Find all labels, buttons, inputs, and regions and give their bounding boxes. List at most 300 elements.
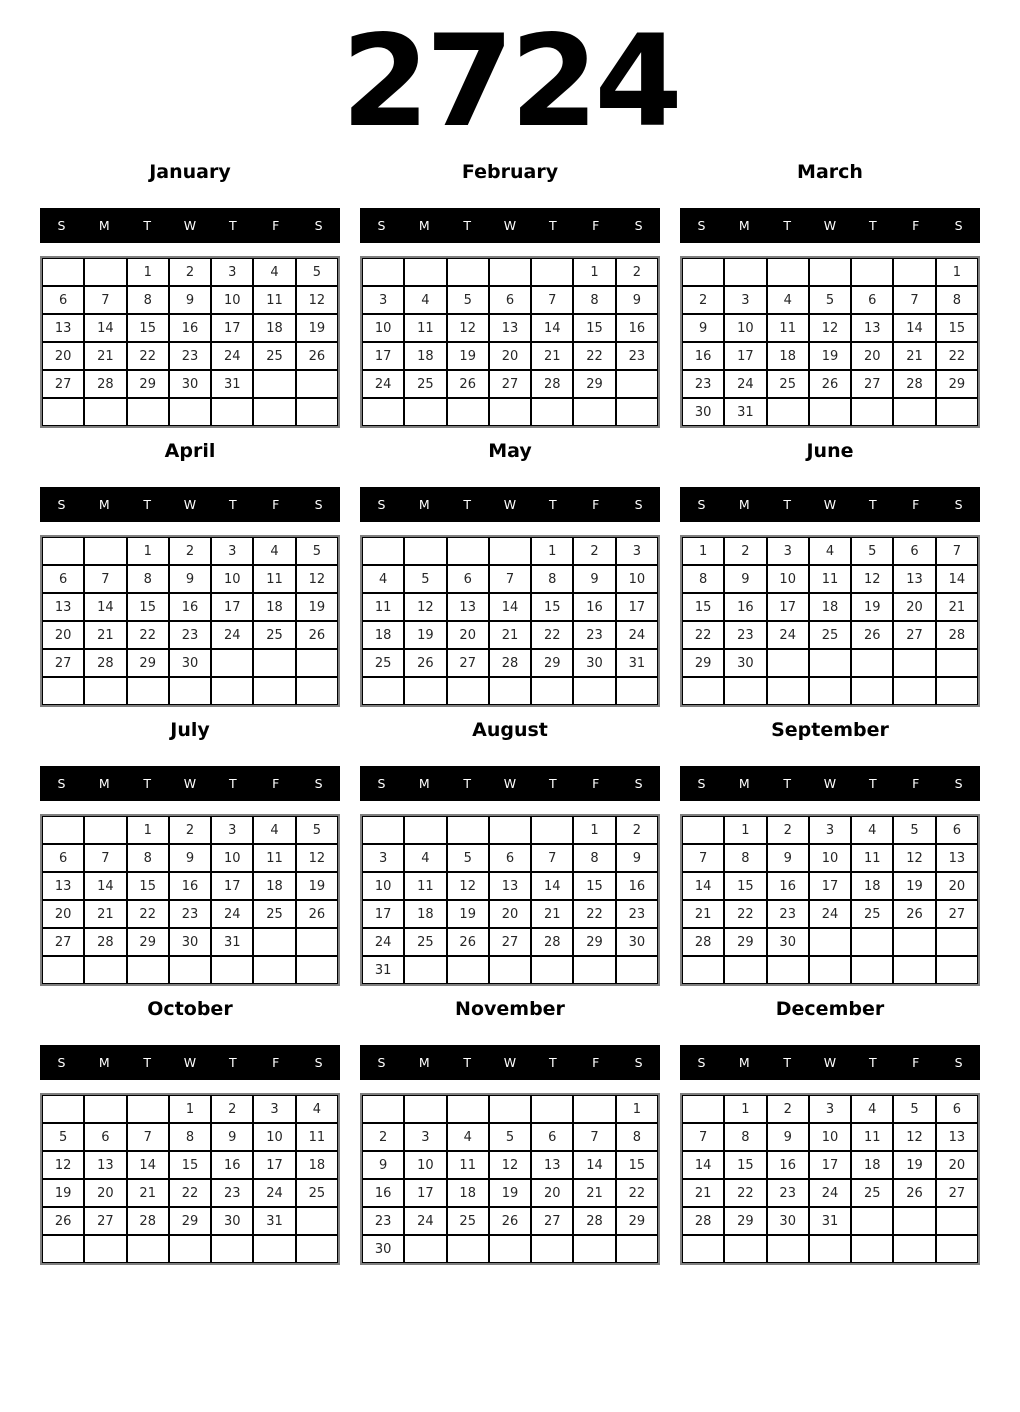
day-cell-empty [404, 1095, 446, 1123]
month-block-may [360, 442, 660, 707]
day-cell: 14 [489, 593, 531, 621]
day-cell-empty [447, 258, 489, 286]
day-cell-empty [84, 258, 126, 286]
weekday-header-cell: T [549, 497, 557, 512]
day-cell: 8 [936, 286, 978, 314]
weekday-header-cell: S [314, 218, 323, 233]
day-cell: 24 [809, 1179, 851, 1207]
day-cell: 17 [616, 593, 658, 621]
weekday-header-row [680, 766, 980, 801]
day-cell: 28 [489, 649, 531, 677]
month-title: October [147, 998, 233, 1020]
day-cell: 23 [169, 621, 211, 649]
day-cell: 29 [724, 1207, 766, 1235]
day-cell: 19 [489, 1179, 531, 1207]
day-cell: 12 [447, 872, 489, 900]
day-cell: 30 [211, 1207, 253, 1235]
day-cell: 13 [42, 872, 84, 900]
weekday-header-cell: F [912, 776, 920, 791]
day-cell: 4 [296, 1095, 338, 1123]
weekday-header-cell: T [229, 497, 237, 512]
day-cell: 18 [851, 1151, 893, 1179]
day-cell-empty [253, 928, 295, 956]
day-cell: 6 [42, 286, 84, 314]
day-cell: 13 [447, 593, 489, 621]
month-title: June [806, 440, 854, 462]
day-cell: 3 [211, 258, 253, 286]
day-cell: 9 [169, 844, 211, 872]
day-cell: 4 [767, 286, 809, 314]
day-cell-empty [84, 398, 126, 426]
weekday-header-cell: S [634, 1055, 643, 1070]
day-cell: 26 [893, 900, 935, 928]
day-cell-empty [809, 928, 851, 956]
day-cell: 8 [724, 844, 766, 872]
day-cell: 5 [296, 816, 338, 844]
day-cell: 20 [447, 621, 489, 649]
weekday-header-cell: M [98, 776, 110, 791]
day-cell-empty [531, 677, 573, 705]
day-cell-empty [767, 1235, 809, 1263]
day-cell-empty [127, 956, 169, 984]
month-title: July [170, 719, 210, 741]
day-cell: 31 [616, 649, 658, 677]
day-cell-empty [936, 649, 978, 677]
day-cell: 7 [936, 537, 978, 565]
day-cell-empty [893, 1207, 935, 1235]
day-cell-empty [362, 1095, 404, 1123]
day-cell: 22 [169, 1179, 211, 1207]
day-cell: 4 [404, 844, 446, 872]
day-cell: 29 [573, 928, 615, 956]
day-cell-empty [489, 816, 531, 844]
day-cell: 16 [767, 1151, 809, 1179]
day-cell: 9 [616, 844, 658, 872]
day-cell: 15 [127, 593, 169, 621]
day-cell: 26 [447, 928, 489, 956]
day-cell: 4 [809, 537, 851, 565]
day-cell: 29 [127, 649, 169, 677]
day-cell-empty [169, 1235, 211, 1263]
day-cell: 28 [127, 1207, 169, 1235]
day-cell: 22 [573, 900, 615, 928]
day-cell: 14 [531, 314, 573, 342]
day-cell-empty [296, 1207, 338, 1235]
day-cell: 29 [169, 1207, 211, 1235]
weekday-header-cell: T [549, 776, 557, 791]
day-cell-empty [809, 956, 851, 984]
day-cell: 30 [169, 649, 211, 677]
day-cell: 21 [531, 900, 573, 928]
day-cell: 19 [893, 1151, 935, 1179]
day-cell-empty [447, 1235, 489, 1263]
day-cell: 12 [296, 565, 338, 593]
weekday-header-cell: F [912, 218, 920, 233]
day-cell-empty [809, 649, 851, 677]
day-cell: 5 [447, 844, 489, 872]
day-cell: 21 [893, 342, 935, 370]
weekday-header-cell: T [869, 218, 877, 233]
day-cell: 11 [404, 872, 446, 900]
day-cell: 18 [253, 872, 295, 900]
weekday-header-cell: M [418, 1055, 430, 1070]
weekday-header-cell: W [823, 1055, 837, 1070]
day-cell: 31 [211, 928, 253, 956]
day-cell: 23 [573, 621, 615, 649]
day-cell: 28 [84, 649, 126, 677]
day-cell: 14 [682, 1151, 724, 1179]
day-cell: 28 [682, 928, 724, 956]
day-cell: 1 [573, 258, 615, 286]
day-cell: 5 [893, 1095, 935, 1123]
day-cell: 4 [404, 286, 446, 314]
day-cell: 12 [809, 314, 851, 342]
day-cell: 26 [404, 649, 446, 677]
day-cell: 21 [127, 1179, 169, 1207]
day-cell-empty [851, 1235, 893, 1263]
day-cell-empty [211, 649, 253, 677]
day-cell: 25 [253, 342, 295, 370]
day-cell: 4 [253, 258, 295, 286]
day-cell-empty [211, 398, 253, 426]
weekday-header-cell: T [463, 1055, 471, 1070]
day-cell: 4 [851, 1095, 893, 1123]
day-cell-empty [84, 956, 126, 984]
day-cell: 10 [404, 1151, 446, 1179]
month-block-november [360, 1000, 660, 1265]
day-cell: 1 [573, 816, 615, 844]
day-cell: 20 [42, 900, 84, 928]
day-cell-empty [573, 1235, 615, 1263]
day-cell: 2 [724, 537, 766, 565]
day-cell: 6 [447, 565, 489, 593]
date-grid [360, 1093, 660, 1265]
day-cell: 18 [809, 593, 851, 621]
day-cell: 9 [573, 565, 615, 593]
day-cell: 3 [211, 816, 253, 844]
day-cell: 23 [616, 342, 658, 370]
day-cell: 30 [169, 928, 211, 956]
weekday-header-cell: F [592, 1055, 600, 1070]
weekday-header-row [680, 208, 980, 243]
weekday-header-cell: W [183, 497, 197, 512]
weekday-header-cell: F [592, 218, 600, 233]
day-cell: 3 [211, 537, 253, 565]
day-cell: 27 [531, 1207, 573, 1235]
day-cell: 8 [573, 844, 615, 872]
day-cell-empty [531, 398, 573, 426]
day-cell: 25 [296, 1179, 338, 1207]
day-cell-empty [851, 677, 893, 705]
day-cell: 11 [296, 1123, 338, 1151]
weekday-header-cell: T [783, 497, 791, 512]
day-cell: 8 [616, 1123, 658, 1151]
weekday-header-cell: S [57, 218, 66, 233]
day-cell: 23 [767, 1179, 809, 1207]
date-grid [360, 535, 660, 707]
day-cell: 30 [362, 1235, 404, 1263]
day-cell: 24 [253, 1179, 295, 1207]
weekday-header-cell: S [377, 218, 386, 233]
day-cell: 3 [253, 1095, 295, 1123]
day-cell: 1 [616, 1095, 658, 1123]
day-cell: 19 [809, 342, 851, 370]
day-cell: 29 [127, 370, 169, 398]
day-cell-empty [84, 677, 126, 705]
day-cell: 14 [84, 872, 126, 900]
month-title: September [771, 719, 889, 741]
day-cell: 14 [84, 314, 126, 342]
day-cell: 30 [767, 928, 809, 956]
day-cell-empty [767, 649, 809, 677]
day-cell: 14 [127, 1151, 169, 1179]
weekday-header-cell: W [183, 1055, 197, 1070]
day-cell-empty [809, 677, 851, 705]
day-cell: 14 [682, 872, 724, 900]
day-cell: 12 [447, 314, 489, 342]
day-cell: 12 [296, 844, 338, 872]
month-block-march [680, 163, 980, 428]
day-cell-empty [682, 258, 724, 286]
day-cell: 30 [616, 928, 658, 956]
day-cell: 17 [362, 342, 404, 370]
weekday-header-cell: T [143, 497, 151, 512]
weekday-header-cell: W [823, 218, 837, 233]
weekday-header-row [40, 1045, 340, 1080]
day-cell-empty [84, 1235, 126, 1263]
day-cell-empty [682, 816, 724, 844]
day-cell: 10 [809, 844, 851, 872]
day-cell-empty [127, 1095, 169, 1123]
day-cell: 11 [362, 593, 404, 621]
day-cell-empty [211, 677, 253, 705]
day-cell: 7 [84, 844, 126, 872]
weekday-header-cell: T [229, 218, 237, 233]
day-cell: 11 [767, 314, 809, 342]
day-cell: 30 [169, 370, 211, 398]
day-cell: 13 [851, 314, 893, 342]
day-cell: 5 [296, 258, 338, 286]
date-grid [40, 535, 340, 707]
day-cell: 6 [42, 844, 84, 872]
day-cell: 19 [447, 900, 489, 928]
day-cell: 9 [767, 1123, 809, 1151]
day-cell-empty [851, 258, 893, 286]
day-cell: 28 [531, 370, 573, 398]
day-cell: 6 [893, 537, 935, 565]
day-cell: 2 [169, 537, 211, 565]
day-cell-empty [489, 1095, 531, 1123]
weekday-header-cell: T [783, 218, 791, 233]
day-cell: 16 [682, 342, 724, 370]
day-cell-empty [851, 956, 893, 984]
date-grid [360, 256, 660, 428]
day-cell: 30 [724, 649, 766, 677]
date-grid [40, 256, 340, 428]
day-cell-empty [296, 956, 338, 984]
day-cell: 17 [809, 872, 851, 900]
day-cell: 6 [489, 844, 531, 872]
day-cell-empty [253, 649, 295, 677]
day-cell: 19 [851, 593, 893, 621]
weekday-header-cell: S [57, 497, 66, 512]
month-block-february [360, 163, 660, 428]
day-cell: 24 [809, 900, 851, 928]
day-cell: 31 [809, 1207, 851, 1235]
day-cell: 8 [531, 565, 573, 593]
day-cell-empty [296, 398, 338, 426]
day-cell: 7 [84, 565, 126, 593]
day-cell-empty [893, 1235, 935, 1263]
day-cell-empty [936, 1235, 978, 1263]
month-title: November [455, 998, 565, 1020]
day-cell: 19 [893, 872, 935, 900]
day-cell: 31 [253, 1207, 295, 1235]
day-cell: 20 [936, 872, 978, 900]
day-cell: 7 [682, 844, 724, 872]
weekday-header-cell: S [377, 1055, 386, 1070]
day-cell: 8 [724, 1123, 766, 1151]
month-title: January [149, 161, 231, 183]
month-block-june [680, 442, 980, 707]
day-cell: 14 [84, 593, 126, 621]
weekday-header-cell: S [634, 218, 643, 233]
day-cell: 18 [404, 900, 446, 928]
weekday-header-row [40, 766, 340, 801]
day-cell: 20 [893, 593, 935, 621]
day-cell: 20 [84, 1179, 126, 1207]
day-cell: 11 [447, 1151, 489, 1179]
day-cell-empty [724, 258, 766, 286]
weekday-header-cell: S [377, 497, 386, 512]
day-cell: 19 [296, 593, 338, 621]
day-cell-empty [362, 537, 404, 565]
day-cell-empty [489, 258, 531, 286]
day-cell-empty [573, 1095, 615, 1123]
weekday-header-cell: W [503, 497, 517, 512]
weekday-header-cell: T [463, 497, 471, 512]
day-cell: 21 [682, 900, 724, 928]
day-cell-empty [531, 816, 573, 844]
weekday-header-cell: T [549, 218, 557, 233]
day-cell: 18 [362, 621, 404, 649]
day-cell: 5 [296, 537, 338, 565]
day-cell: 20 [489, 900, 531, 928]
day-cell: 9 [169, 286, 211, 314]
day-cell-empty [851, 398, 893, 426]
day-cell-empty [84, 537, 126, 565]
day-cell: 11 [253, 286, 295, 314]
day-cell: 16 [573, 593, 615, 621]
day-cell-empty [169, 956, 211, 984]
day-cell: 21 [489, 621, 531, 649]
day-cell-empty [42, 258, 84, 286]
weekday-header-cell: S [57, 1055, 66, 1070]
day-cell: 10 [211, 286, 253, 314]
day-cell-empty [809, 258, 851, 286]
day-cell: 13 [936, 844, 978, 872]
day-cell-empty [253, 677, 295, 705]
day-cell: 16 [211, 1151, 253, 1179]
day-cell-empty [616, 1235, 658, 1263]
day-cell: 4 [362, 565, 404, 593]
day-cell: 28 [893, 370, 935, 398]
day-cell: 26 [809, 370, 851, 398]
day-cell: 25 [404, 370, 446, 398]
weekday-header-cell: W [183, 218, 197, 233]
day-cell: 8 [169, 1123, 211, 1151]
day-cell-empty [851, 928, 893, 956]
day-cell: 7 [127, 1123, 169, 1151]
day-cell: 29 [573, 370, 615, 398]
day-cell-empty [936, 928, 978, 956]
weekday-header-cell: M [98, 218, 110, 233]
day-cell: 29 [682, 649, 724, 677]
day-cell: 28 [531, 928, 573, 956]
day-cell: 13 [531, 1151, 573, 1179]
day-cell-empty [616, 398, 658, 426]
day-cell: 14 [936, 565, 978, 593]
day-cell: 24 [404, 1207, 446, 1235]
day-cell: 25 [447, 1207, 489, 1235]
day-cell: 17 [809, 1151, 851, 1179]
day-cell: 26 [893, 1179, 935, 1207]
day-cell: 23 [682, 370, 724, 398]
day-cell: 2 [211, 1095, 253, 1123]
weekday-header-row [40, 487, 340, 522]
weekday-header-row [680, 487, 980, 522]
day-cell-empty [682, 677, 724, 705]
day-cell: 10 [767, 565, 809, 593]
day-cell-empty [489, 677, 531, 705]
day-cell: 5 [42, 1123, 84, 1151]
day-cell-empty [893, 956, 935, 984]
day-cell: 17 [404, 1179, 446, 1207]
day-cell-empty [936, 1207, 978, 1235]
day-cell-empty [531, 956, 573, 984]
day-cell: 12 [893, 844, 935, 872]
day-cell-empty [169, 677, 211, 705]
weekday-header-cell: M [98, 497, 110, 512]
day-cell: 21 [531, 342, 573, 370]
day-cell-empty [42, 398, 84, 426]
day-cell-empty [404, 816, 446, 844]
day-cell: 1 [127, 537, 169, 565]
weekday-header-cell: W [503, 218, 517, 233]
weekday-header-cell: M [738, 218, 750, 233]
day-cell: 19 [447, 342, 489, 370]
day-cell: 2 [362, 1123, 404, 1151]
day-cell: 2 [767, 1095, 809, 1123]
day-cell: 15 [616, 1151, 658, 1179]
day-cell: 29 [531, 649, 573, 677]
day-cell: 29 [724, 928, 766, 956]
day-cell: 27 [447, 649, 489, 677]
month-title: February [461, 161, 559, 183]
day-cell: 15 [531, 593, 573, 621]
day-cell-empty [893, 398, 935, 426]
day-cell-empty [84, 1095, 126, 1123]
day-cell: 5 [851, 537, 893, 565]
month-title: April [164, 440, 216, 462]
weekday-header-cell: T [869, 1055, 877, 1070]
day-cell: 12 [404, 593, 446, 621]
day-cell-empty [489, 1235, 531, 1263]
day-cell: 9 [616, 286, 658, 314]
day-cell: 29 [616, 1207, 658, 1235]
day-cell: 3 [616, 537, 658, 565]
day-cell: 14 [531, 872, 573, 900]
